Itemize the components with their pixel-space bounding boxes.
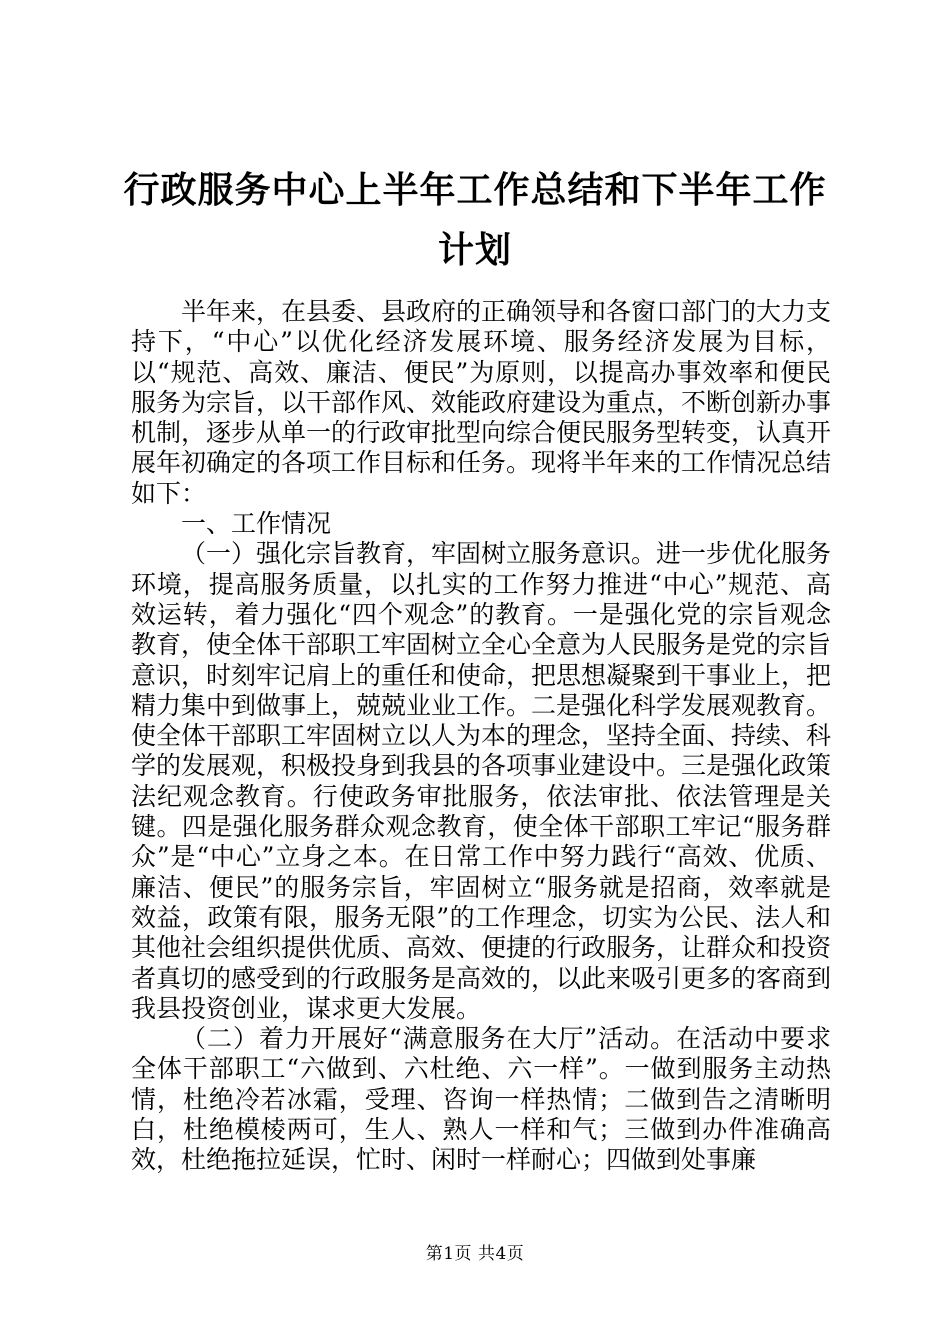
document-body [131, 297, 831, 1176]
paragraph-section-2: （二）着力开展好“满意服务在大厅”活动。在活动中要求全体干部职工“六做到、六杜绝、六一样”。一做到服务主动热情，杜绝冷若冰霜，受理、咨询一样热情；二做到告之清晰明白，杜绝模棱两可，生人、熟人一样和气；三做到办件准确高效，杜绝拖拉延误，忙时、闲时一样耐心；四做到处事廉 [131, 1024, 831, 1175]
document-title: 行政服务中心上半年工作总结和下半年工作计划 [123, 169, 827, 271]
section-heading-work-status: 一、工作情况 [181, 509, 332, 539]
paragraph-intro: 半年来，在县委、县政府的正确领导和各窗口部门的大力支持下，“中心”以优化经济发展环境、服务经济发展为目标，以“规范、高效、廉洁、便民”为原则，以提高办事效率和便民服务为宗旨，以干部作风、效能政府建设为重点，不断创新办事机制，逐步从单一的行政审批型向综合便民服务型转变，认真开展年初确定的各项工作目标和任务。现将半年来的工作情况总结如下： [131, 297, 832, 508]
paragraph-section-1: （一）强化宗旨教育，牢固树立服务意识。进一步优化服务环境，提高服务质量，以扎实的工作努力推进“中心”规范、高效运转，着力强化“四个观念”的教育。一是强化党的宗旨观念教育，使全体干部职工牢固树立全心全意为人民服务是党的宗旨意识，时刻牢记肩上的重任和使命，把思想凝聚到干事业上，把精力集中到做事上，兢兢业业工作。二是强化科学发展观教育。使全体干部职工牢固树立以人为本的理念，坚持全面、持续、科学的发展观，积极投身到我县的各项事业建设中。三是强化政策法纪观念教育。行使政务审批服务，依法审批、依法管理是关键。四是强化服务群众观念教育，使全体干部职工牢记“服务群众”是“中心”立身之本。在日常工作中努力践行“高效、优质、廉洁、便民”的服务宗旨，牢固树立“服务就是招商，效率就是效益，政策有限，服务无限”的工作理念，切实为公民、法人和其他社会组织提供优质、高效、便捷的行政服务，让群众和投资者真切的感受到的行政服务是高效的，以此来吸引更多的客商到我县投资创业，谋求更大发展。 [131, 539, 832, 1023]
page-number-footer: 第1页 共4页 [425, 1244, 525, 1264]
